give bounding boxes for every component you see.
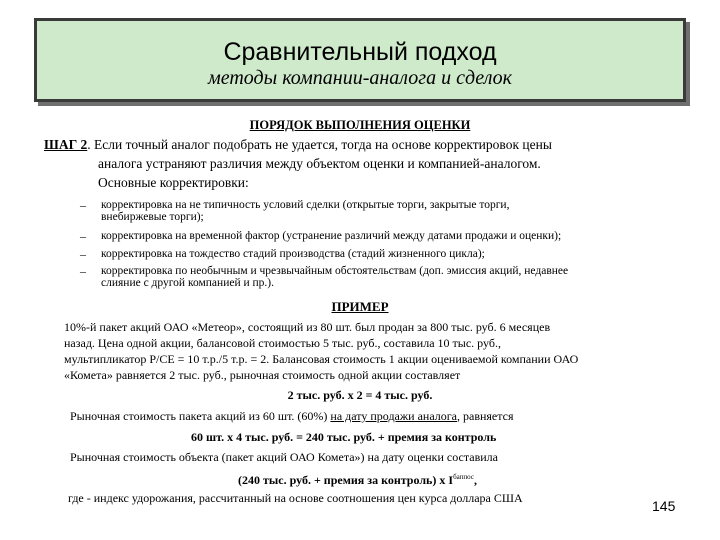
object-value-line: Рыночная стоимость объекта (пакет акций ОАО Комета») на дату оценки составила: [70, 450, 498, 464]
bullet-dash: –: [80, 229, 86, 243]
slide-subtitle: методы компании-аналога и сделок: [207, 67, 513, 89]
procedure-heading: ПОРЯДОК ВЫПОЛНЕНИЯ ОЦЕНКИ: [249, 118, 471, 132]
slide-title: Сравнительный подход: [223, 38, 497, 66]
formula-1: 2 тыс. руб. х 2 = 4 тыс. руб.: [287, 388, 433, 402]
step-label: ШАГ 2: [44, 137, 88, 152]
step-text-1: . Если точный аналог подобрать не удается, тогда на основе корректировок цены: [87, 137, 552, 152]
formula-2: 60 шт. х 4 тыс. руб. = 240 тыс. руб. + премия за контроль: [191, 430, 497, 444]
market-value-text: Рыночная стоимость пакета акций из 60 шт. (60%): [70, 409, 331, 423]
market-value-tail: , равняется: [457, 409, 514, 423]
list-item: корректировка на не типичность условий сделки (открытые торги, закрытые торги,: [101, 199, 510, 211]
formula-3-end: ,: [473, 473, 477, 487]
bullet-dash: –: [80, 247, 86, 261]
list-item-continuation: слияние с другой компанией и пр.).: [101, 277, 274, 289]
step-line-2: аналога устраняют различия между объектом оценки и компанией-аналогом.: [98, 156, 541, 171]
market-value-line: [70, 409, 514, 424]
example-para-line-4: «Комета» равняется 2 тыс. руб., рыночная стоимость одной акции составляет: [64, 368, 461, 382]
step-line-1: [44, 136, 552, 154]
title-box: [34, 18, 686, 102]
list-item: корректировка по необычным и чрезвычайным обстоятельствам (доп. эмиссия акций, недавнее: [101, 265, 569, 277]
list-item-continuation: внебиржевые торги);: [101, 211, 204, 223]
bullet-dash: –: [80, 198, 86, 212]
sale-date-underlined: на дату продажи аналога: [330, 409, 457, 423]
list-item: корректировка на временной фактор (устранение различий между датами продажи и оценки);: [101, 230, 562, 242]
formula-3-main: (240 тыс. руб. + премия за контроль) х I: [238, 473, 454, 487]
example-para-line-2: назад. Цена одной акции, балансовой стоимостью 5 тыс. руб., составила 10 тыс. руб.,: [64, 336, 501, 350]
page-number: 145: [652, 498, 676, 514]
formula-3-superscript: баппос: [453, 473, 474, 481]
example-para-line-3: мультипликатор P/CE = 10 т.р./5 т.р. = 2. Балансовая стоимость 1 акции оцениваемой компании ОАО: [64, 352, 579, 366]
example-para-line-1: 10%-й пакет акций ОАО «Метеор», состоящий из 80 шт. был продан за 800 тыс. руб. 6 месяцев: [64, 320, 551, 334]
list-item: корректировка на тождество стадий производства (стадий жизненного цикла);: [101, 248, 485, 260]
footnote-line: где - индекс удорожания, рассчитанный на основе соотношения цен курса доллара США: [68, 491, 523, 505]
example-heading: ПРИМЕР: [331, 299, 389, 314]
bullet-dash: –: [80, 264, 86, 278]
step-line-3: Основные корректировки:: [98, 175, 249, 190]
formula-3: [238, 470, 477, 488]
